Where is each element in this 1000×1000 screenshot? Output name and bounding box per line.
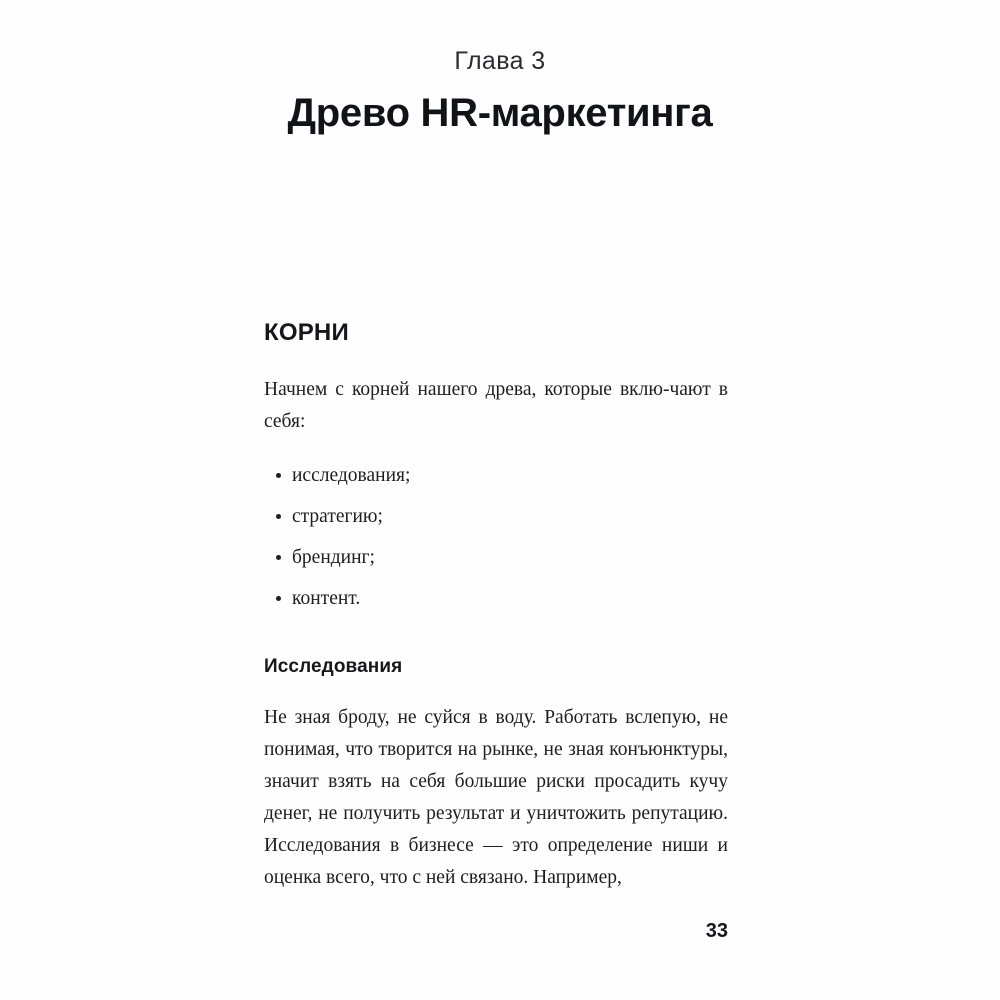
section-heading-roots: КОРНИ bbox=[264, 319, 349, 346]
intro-paragraph: Начнем с корней нашего древа, которые вклю-чают в себя: bbox=[264, 379, 728, 432]
list-item bbox=[264, 462, 728, 490]
bullet-dot-icon bbox=[276, 555, 281, 560]
list-item-label: стратегию; bbox=[292, 506, 383, 527]
bullet-dot-icon bbox=[276, 473, 281, 478]
research-paragraph: Не зная броду, не суйся в воду. Работать вслепую, не понимая, что творится на рынке, не зная конъюнктуры, значит взять на себя большие риски просадить кучу денег, не получить результат и уничтожить репутацию. Исследования в бизнесе — это определение ниши и оценка всего, что с ней связано. Например, bbox=[264, 707, 728, 888]
page-number: 33 bbox=[705, 920, 728, 942]
list-item-label: контент. bbox=[292, 588, 361, 609]
bullet-dot-icon bbox=[276, 514, 281, 519]
chapter-header bbox=[0, 46, 1000, 136]
page-content bbox=[264, 318, 728, 894]
chapter-title: Древо HR-маркетинга bbox=[287, 91, 713, 135]
chapter-label: Глава 3 bbox=[454, 47, 546, 75]
sub-heading-research: Исследования bbox=[264, 656, 403, 677]
list-item bbox=[264, 585, 728, 613]
spacer bbox=[264, 626, 728, 654]
bullet-dot-icon bbox=[276, 596, 281, 601]
list-item bbox=[264, 503, 728, 531]
roots-bullet-list bbox=[264, 462, 728, 613]
list-item-label: исследования; bbox=[292, 465, 411, 486]
list-item bbox=[264, 544, 728, 572]
list-item-label: брендинг; bbox=[292, 547, 375, 568]
